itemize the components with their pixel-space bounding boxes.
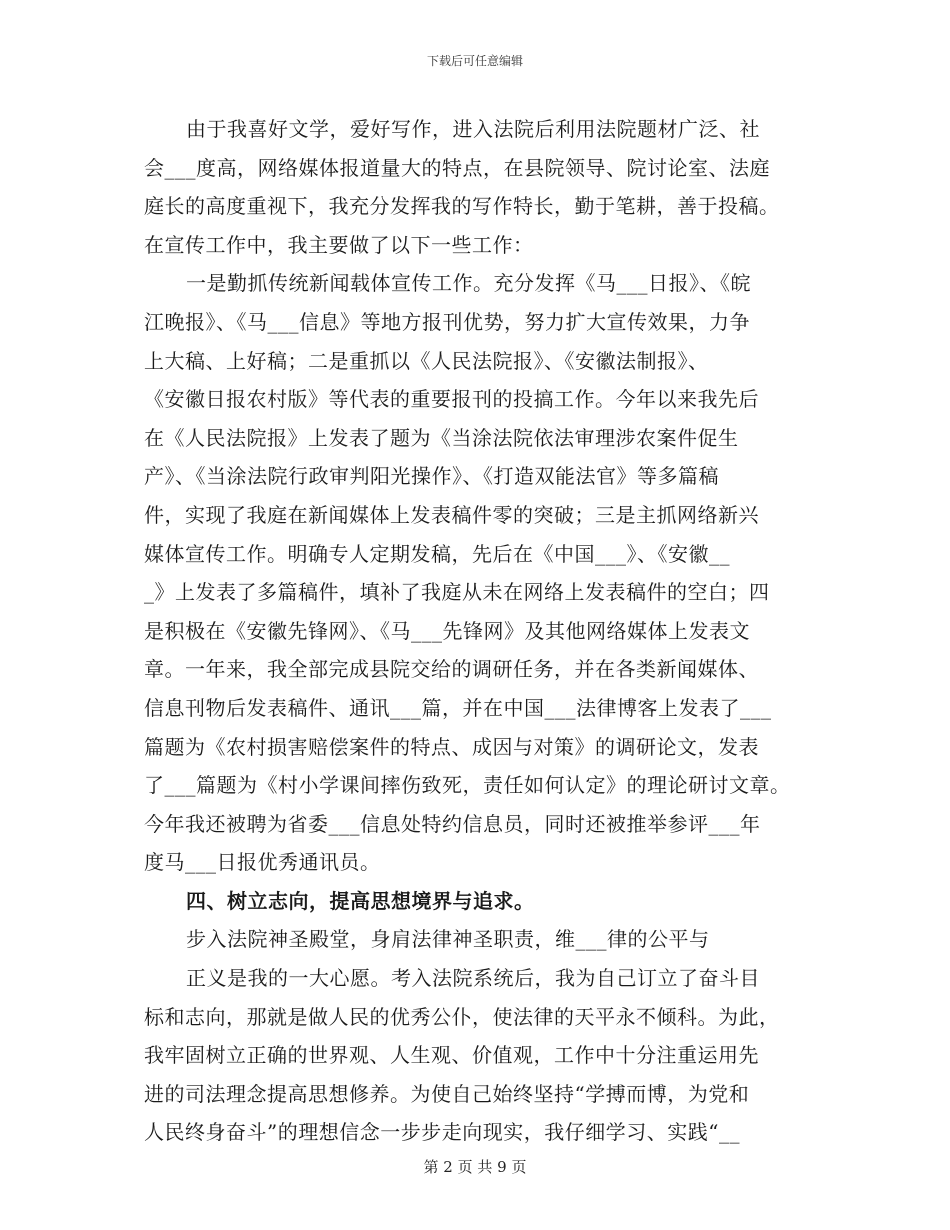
text-line: 《安徽日报农村版》等代表的重要报刊的投搞工作。今年以来我先后 xyxy=(144,387,759,412)
header-note: 下载后可任意编辑 xyxy=(426,54,523,68)
text-line: 度马___日报优秀通讯员。 xyxy=(144,850,381,875)
text-line: _》上发表了多篇稿件，填补了我庭从未在网络上发表稿件的空白；四 xyxy=(144,580,770,605)
text-line: 了___篇题为《村小学课间摔伤致死，责任如何认定》的理论研讨文章。 xyxy=(144,773,791,798)
text-line: 进的司法理念提高思想修养。为使自己始终坚持“学搏而博，为党和 xyxy=(144,1081,750,1106)
text-line: 件，实现了我庭在新闻媒体上发表稿件零的突破；三是主抓网络新兴 xyxy=(144,502,759,527)
section-heading: 四、树立志向，提高思想境界与追求。 xyxy=(186,888,535,913)
document-body xyxy=(144,110,824,1152)
text-line: 是积极在《安徽先锋网》、《马___先锋网》及其他网络媒体上发表文 xyxy=(144,618,750,643)
text-line: 章。一年来，我全部完成县院交给的调研任务，并在各类新闻媒体、 xyxy=(144,657,759,682)
text-line: 产》、《当涂法院行政审判阳光操作》、《打造双能法官》等多篇稿 xyxy=(144,464,719,489)
text-line: 我牢固树立正确的世界观、人生观、价值观，工作中十分注重运用先 xyxy=(144,1043,759,1068)
page-number: 第 2 页 共 9 页 xyxy=(423,1158,527,1176)
text-line: 步入法院神圣殿堂，身肩法律神圣职责，维___律的公平与 xyxy=(186,927,710,952)
text-line: 在宣传工作中，我主要做了以下一些工作： xyxy=(144,232,534,257)
text-line: 在《人民法院报》上发表了题为《当涂法院依法审理涉农案件促生 xyxy=(144,425,739,450)
text-line: 江晚报》、《马___信息》等地方报刊优势，努力扩大宣传效果，力争 xyxy=(144,309,750,334)
text-line: 上大稿、上好稿；二是重抓以《人民法院报》、《安徽法制报》、 xyxy=(144,348,709,373)
text-line: 由于我喜好文学，爱好写作，进入法院后利用法院题材广泛、社 xyxy=(186,117,760,141)
text-line: 今年我还被聘为省委___信息处特约信息员，同时还被推举参评___年 xyxy=(144,811,761,836)
text-line: 篇题为《农村损害赔偿案件的特点、成因与对策》的调研论文，发表 xyxy=(144,734,759,759)
text-line: 媒体宣传工作。明确专人定期发稿，先后在《中国___》、《安徽__ xyxy=(144,541,730,566)
text-line: 一是勤抓传统新闻载体宣传工作。充分发挥《马___日报》、《皖 xyxy=(186,271,751,296)
text-line: 正义是我的一大心愿。考入法院系统后，我为自己订立了奋斗目 xyxy=(186,966,760,991)
text-line: 标和志向，那就是做人民的优秀公仆，使法律的天平永不倾科。为此， xyxy=(144,1004,780,1029)
text-line: 人民终身奋斗”的理想信念一步步走向现实，我仔细学习、实践“__ xyxy=(144,1120,740,1145)
text-line: 信息刊物后发表稿件、通讯___篇，并在中国___法律博客上发表了___ xyxy=(144,695,772,720)
text-line: 会___度高，网络媒体报道量大的特点，在县院领导、院讨论室、法庭 xyxy=(144,155,770,180)
text-line: 庭长的高度重视下，我充分发挥我的写作特长，勤于笔耕，善于投稿。 xyxy=(144,194,780,219)
